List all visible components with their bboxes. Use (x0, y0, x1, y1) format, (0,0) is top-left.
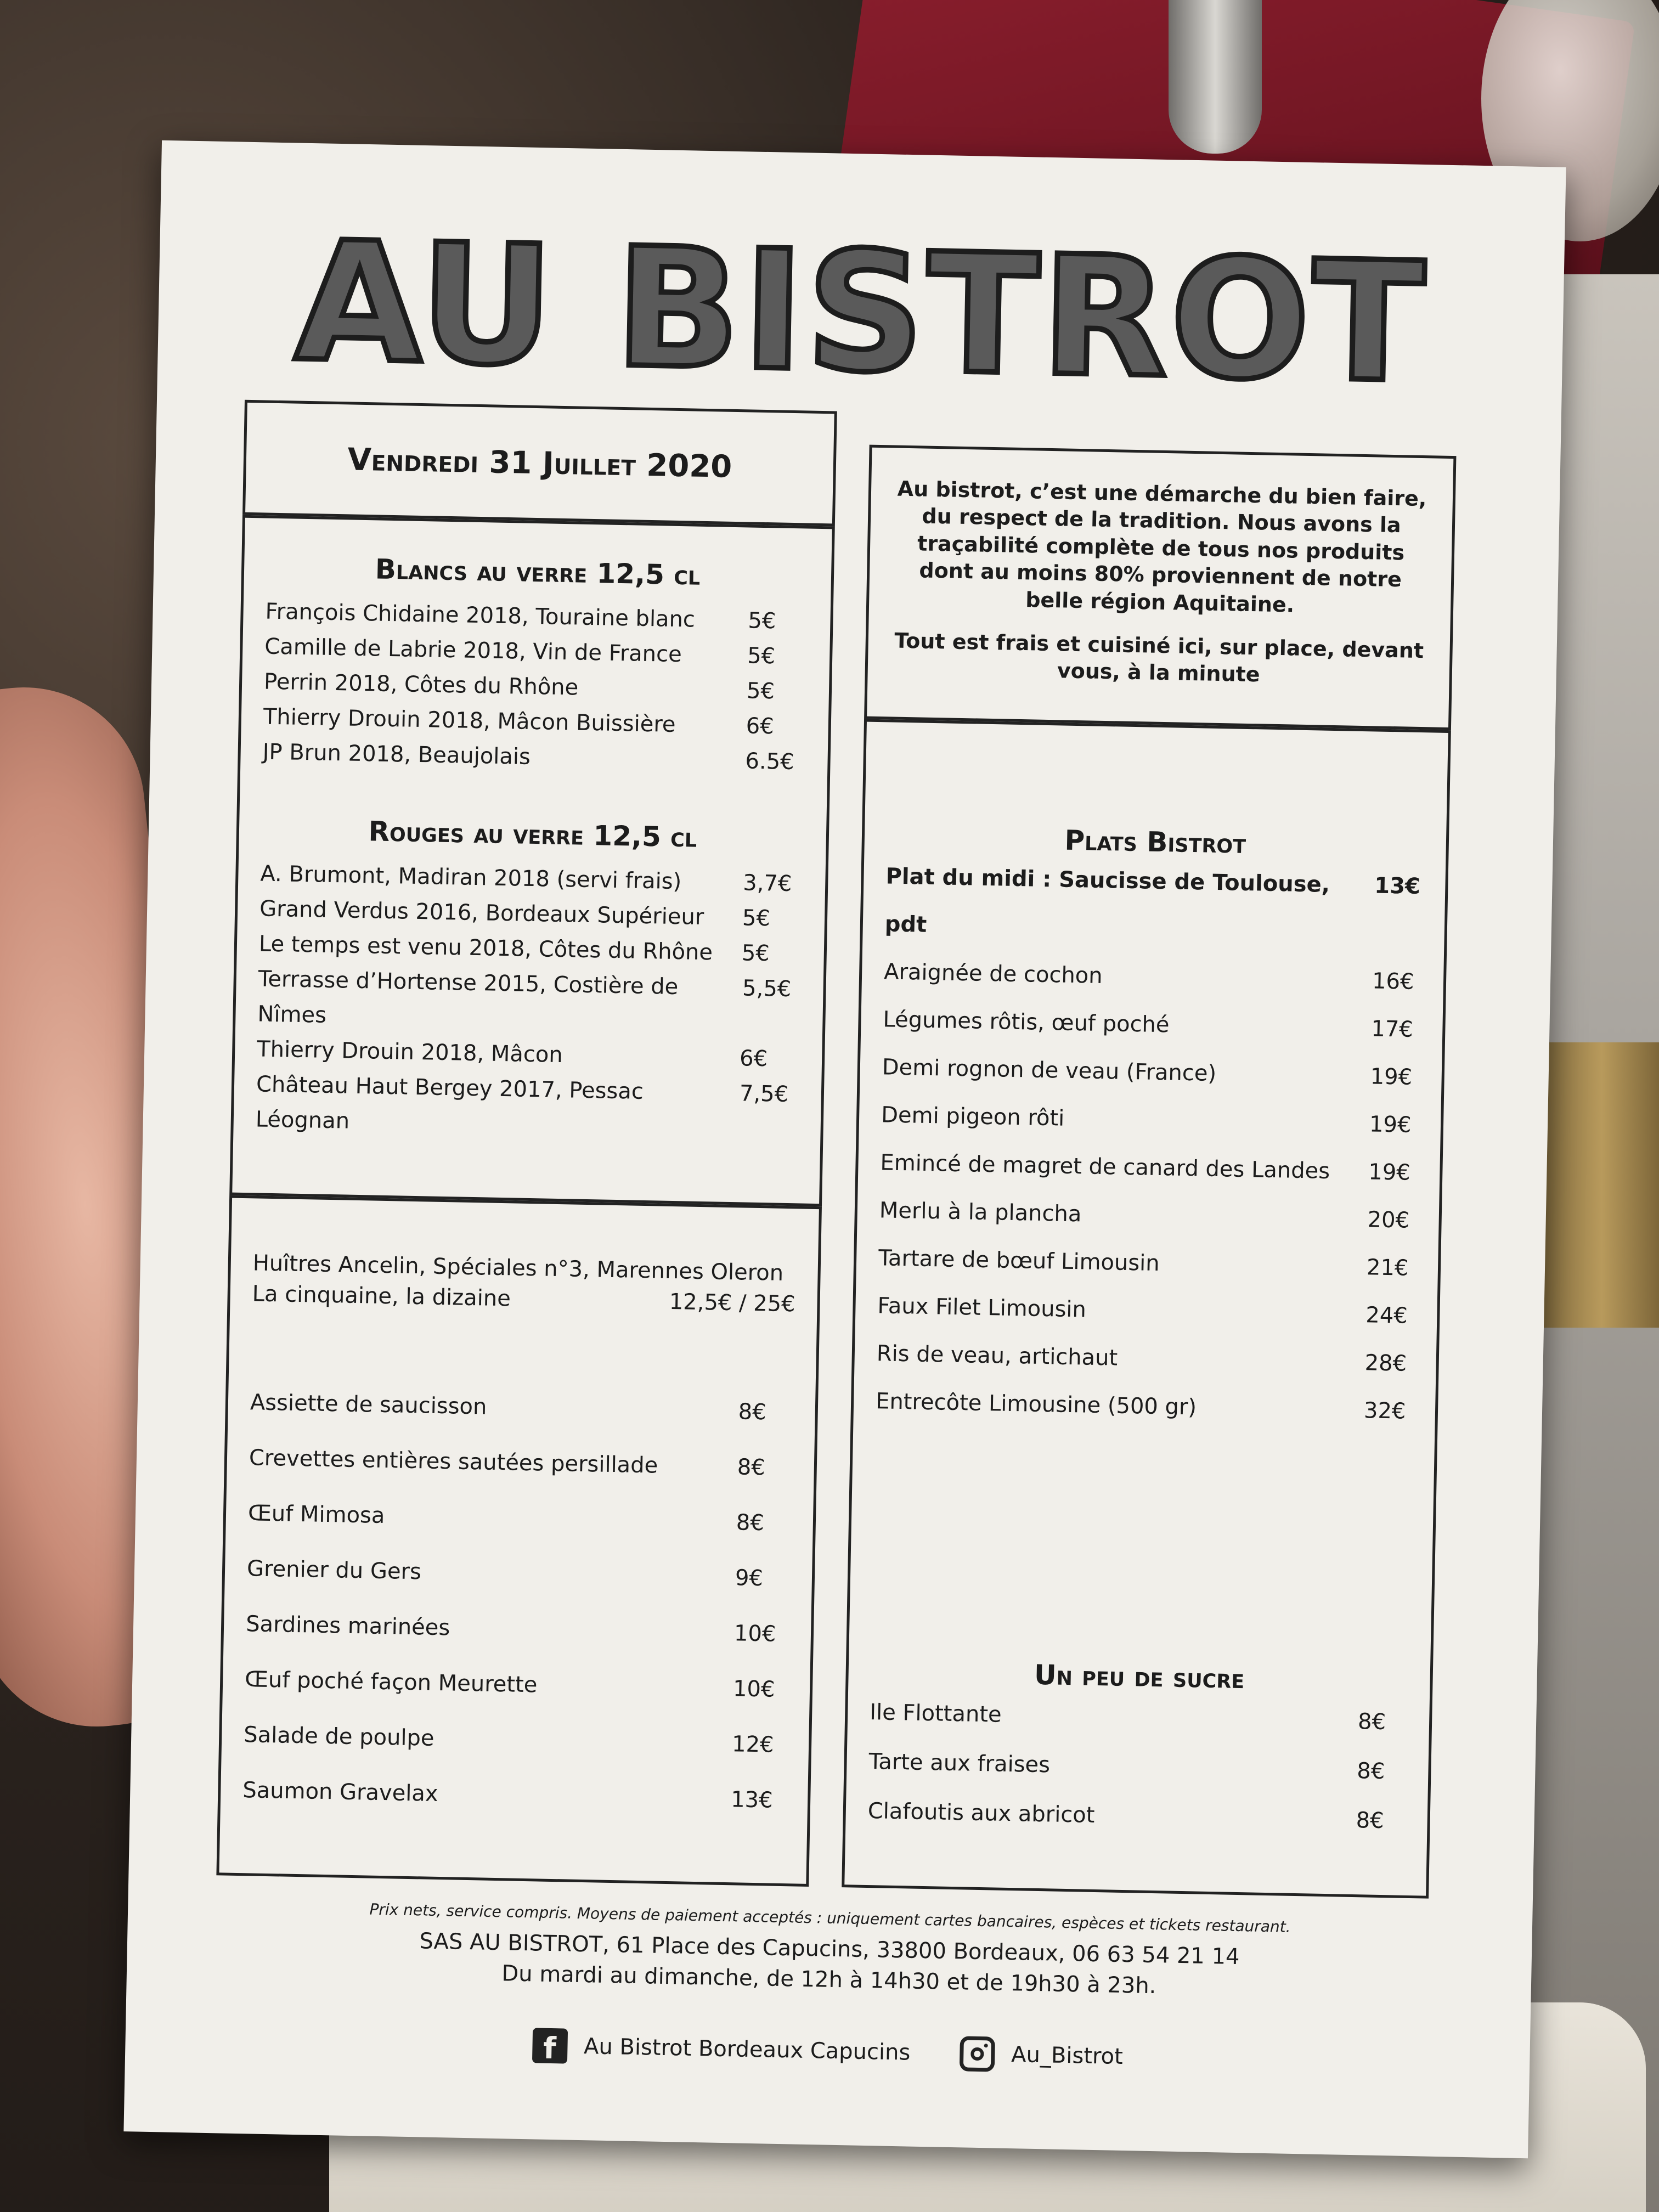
wine-section (229, 515, 835, 1207)
sucre-list (867, 1688, 1408, 1846)
item-name: Saumon Gravelax (242, 1778, 439, 1807)
rouges-list (255, 856, 804, 1147)
blancs-list (262, 594, 809, 780)
plats-heading: Plats Bistrot (1064, 824, 1246, 860)
item-name: Ris de veau, artichaut (876, 1341, 1118, 1371)
list-item (246, 1541, 791, 1607)
item-name: Salade de poulpe (243, 1722, 435, 1751)
item-name: Perrin 2018, Côtes du Rhône (263, 669, 579, 701)
instagram-icon (960, 2036, 995, 2072)
item-price: 19€ (1370, 1064, 1413, 1090)
item-name: Tartare de bœuf Limousin (878, 1245, 1160, 1277)
item-price: 5€ (742, 905, 771, 932)
item-price: 9€ (735, 1565, 764, 1592)
date-box (242, 400, 837, 527)
item-name: Terrasse d’Hortense 2015, Costière de Nîmes (257, 966, 679, 1028)
item-name: Clafoutis aux abricot (867, 1798, 1095, 1828)
list-item (875, 1378, 1413, 1436)
item-price: 3,7€ (742, 870, 792, 897)
item-price: 19€ (1368, 1159, 1411, 1186)
item-price: 32€ (1363, 1398, 1406, 1424)
item-name: Château Haut Bergey 2017, Pessac Léognan (255, 1071, 644, 1134)
oyster-line-2: La cinquaine, la dizaine (252, 1281, 511, 1312)
list-item (244, 1652, 788, 1718)
rouges-heading: Rouges au verre 12,5 cl (368, 815, 697, 854)
menu-sheet (123, 140, 1566, 2158)
item-name: JP Brun 2018, Beaujolais (262, 739, 531, 770)
item-price: 20€ (1367, 1207, 1410, 1233)
item-price: 28€ (1364, 1350, 1407, 1376)
item-name: Plat du midi : Saucisse de Toulouse, pdt (884, 864, 1330, 938)
item-price: 19€ (1369, 1111, 1412, 1138)
plats-section (842, 719, 1451, 1899)
item-price: 6.5€ (745, 748, 795, 775)
list-item (247, 1486, 792, 1551)
oyster-price: 12,5€ / 25€ (669, 1289, 796, 1317)
item-price: 16€ (1372, 968, 1414, 995)
list-item (867, 1786, 1406, 1846)
item-price: 5€ (747, 643, 776, 669)
item-price: 5€ (741, 940, 770, 967)
item-price: 17€ (1370, 1016, 1414, 1042)
sucre-heading: Un peu de sucre (1034, 1658, 1245, 1695)
item-name: Emincé de magret de canard des Landes (880, 1150, 1330, 1184)
item-name: Thierry Drouin 2018, Mâcon Buissière (263, 704, 676, 737)
instagram-link (960, 2036, 1124, 2074)
item-name: Œuf poché façon Meurette (244, 1667, 538, 1698)
list-item (249, 1430, 793, 1496)
item-name: Thierry Drouin 2018, Mâcon (256, 1036, 563, 1068)
blancs-heading: Blancs au verre 12,5 cl (375, 553, 701, 591)
item-name: Sardines marinées (245, 1611, 450, 1641)
list-item (242, 1763, 786, 1829)
item-name: Légumes rôtis, œuf poché (883, 1007, 1170, 1038)
starters-section (216, 1195, 822, 1887)
list-item (250, 1375, 794, 1441)
item-name: Merlu à la plancha (879, 1198, 1082, 1227)
item-price: 5€ (748, 608, 776, 634)
item-name: Tarte aux fraises (868, 1749, 1051, 1778)
item-price: 13€ (1374, 873, 1421, 900)
item-name: Crevettes entières sautées persillade (249, 1445, 658, 1479)
item-price: 8€ (1356, 1758, 1385, 1785)
facebook-label: Au Bistrot Bordeaux Capucins (583, 2034, 911, 2066)
item-name: Le temps est venu 2018, Côtes du Rhône (258, 931, 713, 966)
intro-paragraph-1: Au bistrot, c’est une démarche du bien faire, du respect de la tradition. Nous avons la traçabilité complète de tous nos produits dont au moins 80% proviennent de notre belle région Aquitaine. (897, 476, 1427, 617)
item-name: Grenier du Gers (246, 1556, 422, 1585)
instagram-label: Au_Bistrot (1011, 2042, 1124, 2070)
oyster-line-1: Huîtres Ancelin, Spéciales n°3, Marennes Oleron (252, 1250, 784, 1286)
item-price: 8€ (736, 1510, 765, 1536)
item-name: Camille de Labrie 2018, Vin de France (264, 634, 682, 668)
item-price: 10€ (732, 1676, 775, 1702)
social-links (125, 2020, 1530, 2082)
item-name: Assiette de saucisson (250, 1390, 487, 1420)
item-price: 8€ (1357, 1709, 1386, 1735)
item-name: François Chidaine 2018, Touraine blanc (265, 599, 696, 633)
list-item (257, 961, 802, 1042)
item-price: 5,5€ (742, 975, 792, 1002)
fine-print: Prix nets, service compris. Moyens de paiement acceptés : uniquement cartes bancaires, espèces et tickets restaurant. (369, 1900, 1291, 1936)
item-name: Araignée de cochon (883, 959, 1103, 989)
list-item (245, 1596, 789, 1662)
oyster-item (252, 1248, 796, 1319)
plats-list (875, 853, 1424, 1436)
facebook-link (532, 2028, 910, 2070)
item-price: 8€ (737, 1454, 766, 1481)
item-price: 5€ (746, 678, 775, 704)
item-name: Faux Filet Limousin (877, 1293, 1087, 1323)
list-item (255, 1066, 799, 1147)
facebook-icon: f (532, 2028, 567, 2063)
menu-date: Vendredi 31 Juillet 2020 (347, 441, 732, 485)
item-price: 6€ (746, 713, 775, 740)
intro-paragraph-2: Tout est frais et cuisiné ici, sur place, devant vous, à la minute (894, 628, 1424, 687)
item-price: 24€ (1365, 1302, 1408, 1329)
list-item (243, 1707, 787, 1773)
item-price: 8€ (738, 1399, 767, 1425)
item-name: Demi rognon de veau (France) (882, 1054, 1217, 1086)
item-price: 21€ (1366, 1255, 1409, 1281)
menu-footer (125, 1895, 1532, 2082)
intro-box (864, 445, 1456, 730)
item-price: 10€ (733, 1621, 776, 1647)
item-name: Entrecôte Limousine (500 gr) (875, 1389, 1197, 1420)
item-price: 13€ (730, 1787, 773, 1813)
starters-list (242, 1375, 793, 1829)
knife (1169, 0, 1262, 154)
item-name: Ile Flottante (869, 1700, 1002, 1728)
list-item (884, 853, 1424, 958)
item-name: Œuf Mimosa (247, 1500, 385, 1529)
item-price: 8€ (1356, 1808, 1385, 1834)
item-name: A. Brumont, Madiran 2018 (servi frais) (260, 861, 682, 895)
item-price: 7,5€ (739, 1081, 789, 1108)
item-name: Demi pigeon rôti (881, 1102, 1065, 1131)
address: SAS AU BISTROT, 61 Place des Capucins, 33800 Bordeaux, 06 63 54 21 14 (419, 1928, 1240, 1970)
item-name: Grand Verdus 2016, Bordeaux Supérieur (259, 896, 704, 930)
item-price: 12€ (731, 1731, 774, 1758)
restaurant-title: AU BISTROT (293, 206, 1429, 420)
opening-hours: Du mardi au dimanche, de 12h à 14h30 et de 19h30 à 23h. (501, 1961, 1156, 1999)
item-price: 6€ (739, 1046, 768, 1072)
